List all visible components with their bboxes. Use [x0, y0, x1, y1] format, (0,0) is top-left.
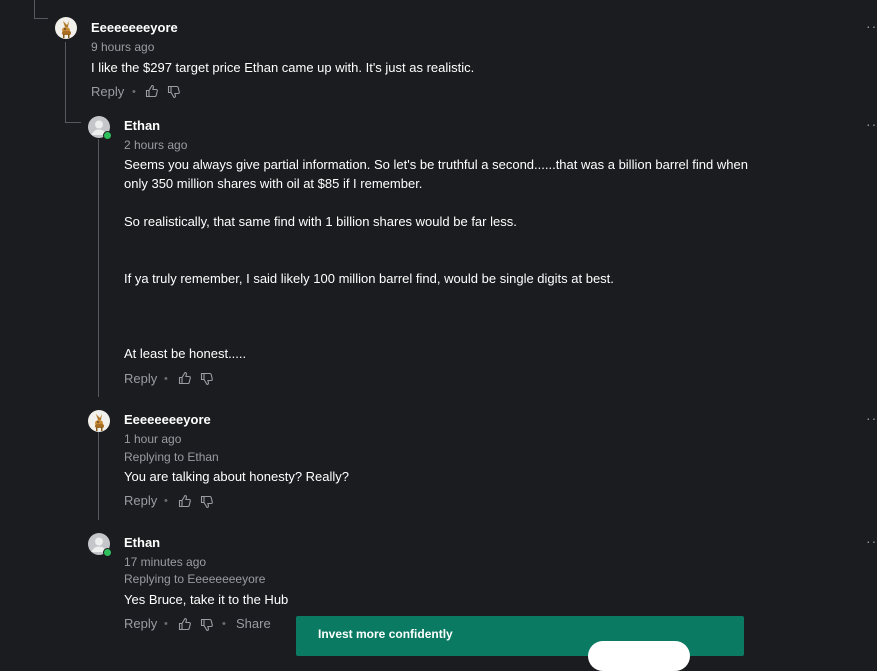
replying-to-label[interactable]: Replying to Ethan — [124, 450, 219, 464]
reply-button[interactable]: Reply — [124, 493, 158, 508]
thumbs-down-icon[interactable] — [200, 495, 214, 509]
avatar[interactable] — [88, 410, 110, 432]
thumbs-up-icon[interactable] — [145, 84, 159, 98]
thumbs-up-icon[interactable] — [178, 371, 192, 385]
comment-body-line: only 350 million shares with oil at $85 if I remember. — [124, 176, 423, 191]
comment-author[interactable]: Ethan — [124, 118, 161, 133]
online-status-dot — [103, 131, 112, 140]
avatar[interactable] — [55, 17, 77, 39]
thumbs-up-icon[interactable] — [178, 494, 192, 508]
more-options-icon[interactable]: ·· — [866, 116, 877, 132]
more-options-icon[interactable]: ·· — [866, 533, 877, 549]
promo-banner[interactable] — [296, 616, 744, 656]
comment-body-line: Seems you always give partial information. So let's be truthful a second......that was a billion barrel find when — [124, 157, 748, 172]
thread-line — [98, 139, 99, 397]
comment-body-line: I like the $297 target price Ethan came up with. It's just as realistic. — [91, 60, 475, 75]
separator-dot: • — [164, 495, 168, 507]
donkey-avatar-icon — [88, 410, 110, 432]
comment-author[interactable]: Eeeeeeeeyore — [124, 412, 211, 427]
separator-dot: • — [164, 373, 168, 385]
comment-body-line: You are talking about honesty? Really? — [124, 469, 350, 484]
thumbs-up-icon[interactable] — [178, 617, 192, 631]
comment-body-line: Yes Bruce, take it to the Hub — [124, 592, 289, 607]
thread-branch — [65, 122, 81, 123]
thumbs-down-icon[interactable] — [167, 85, 181, 99]
reply-button[interactable]: Reply — [124, 371, 158, 386]
reply-button[interactable]: Reply — [124, 616, 158, 631]
separator-dot: • — [222, 618, 226, 630]
promo-banner-button[interactable] — [588, 641, 690, 671]
thread-line — [65, 42, 66, 122]
comment-timestamp: 1 hour ago — [124, 432, 182, 446]
comment-timestamp: 17 minutes ago — [124, 555, 207, 569]
online-status-dot — [103, 548, 112, 557]
more-options-icon[interactable]: ·· — [866, 18, 877, 34]
replying-to-label[interactable]: Replying to Eeeeeeeeyore — [124, 572, 266, 586]
comment-body-line: So realistically, that same find with 1 billion shares would be far less. — [124, 214, 517, 229]
comment-author[interactable]: Ethan — [124, 535, 161, 550]
thread-line — [98, 432, 99, 520]
thread-line — [34, 0, 35, 18]
donkey-avatar-icon — [55, 17, 77, 39]
comment-body-line: If ya truly remember, I said likely 100 million barrel find, would be single digits at best. — [124, 271, 614, 286]
promo-banner-title: Invest more confidently — [318, 627, 453, 641]
separator-dot: • — [132, 86, 136, 98]
comment-timestamp: 2 hours ago — [124, 138, 188, 152]
comment-body-line: At least be honest..... — [124, 346, 247, 361]
separator-dot: • — [164, 618, 168, 630]
share-button[interactable]: Share — [236, 616, 271, 631]
more-options-icon[interactable]: ·· — [866, 410, 877, 426]
thread-branch — [34, 18, 48, 19]
comment-timestamp: 9 hours ago — [91, 40, 155, 54]
comment-author[interactable]: Eeeeeeeeyore — [91, 20, 178, 35]
reply-button[interactable]: Reply — [91, 84, 125, 99]
thumbs-down-icon[interactable] — [200, 372, 214, 386]
thumbs-down-icon[interactable] — [200, 618, 214, 632]
